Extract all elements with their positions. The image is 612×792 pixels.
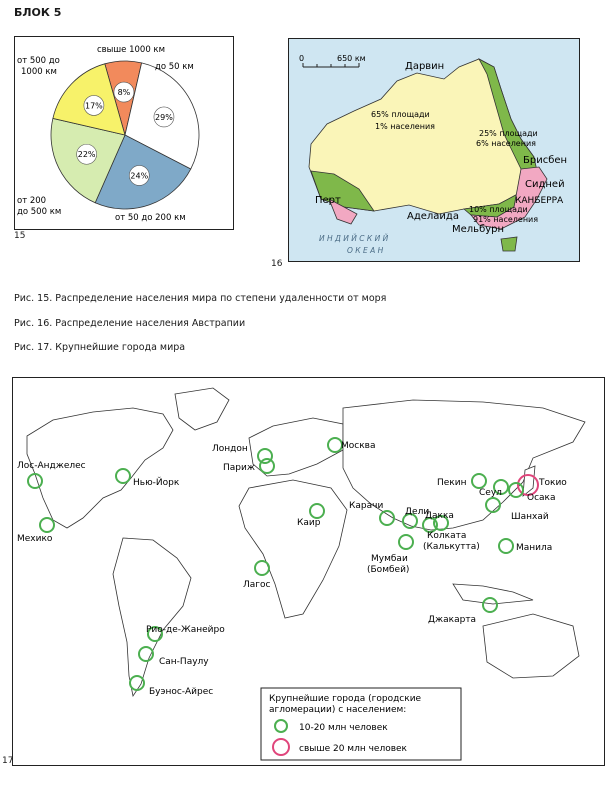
city-marker-mumbai xyxy=(399,535,413,549)
city-label-cairo: Каир xyxy=(297,518,321,528)
city-brisbane: Брисбен xyxy=(523,155,568,166)
city-label-london: Лондон xyxy=(212,444,248,454)
city-label-rio: Рио-де-Жанейро xyxy=(146,625,225,635)
city-label-delhi: Дели xyxy=(405,507,430,517)
caption-fig17: Рис. 17. Крупнейшие города мира xyxy=(14,342,186,353)
pie-value-label-1: 24% xyxy=(130,171,149,181)
city-label-mumbai_l2: (Бомбей) xyxy=(367,565,410,575)
city-label-paris: Париж xyxy=(223,463,255,473)
pie-value-label-2: 22% xyxy=(77,150,96,160)
legend xyxy=(261,688,461,760)
pie-label-500-1000-l2: 1000 км xyxy=(21,67,57,77)
ocean-label-line2: О К Е А Н xyxy=(347,246,384,255)
fig15-pie-chart xyxy=(15,37,233,229)
city-label-ba: Буэнос-Айрес xyxy=(149,687,214,697)
zone3-line1: 10% площади xyxy=(469,205,528,214)
city-label-lagos: Лагос xyxy=(243,580,271,590)
australia-map xyxy=(289,39,579,261)
pie-value-label-0: 29% xyxy=(155,112,173,122)
zone3-line2: 91% населения xyxy=(473,215,539,224)
africa xyxy=(239,480,347,618)
scale-zero: 0 xyxy=(299,54,305,63)
greenland xyxy=(175,388,229,430)
ocean-label-line1: И Н Д И Й С К И Й xyxy=(319,234,389,243)
city-marker-mexico xyxy=(40,518,54,532)
city-marker-lagos xyxy=(255,561,269,575)
caption-fig16: Рис. 16. Распределение населения Австрапии xyxy=(14,318,246,329)
city-canberra: КАНБЕРРА xyxy=(515,196,564,206)
map-scale xyxy=(299,54,366,67)
zone2-line1: 25% площади xyxy=(479,129,538,138)
city-label-tokyo: Токио xyxy=(539,478,567,488)
tasmania xyxy=(501,237,517,251)
city-label-beijing: Пекин xyxy=(437,478,467,488)
pie-value-label-4: 8% xyxy=(117,88,131,98)
fig16-frame xyxy=(288,38,580,262)
pie-label-200-500-l2: до 500 км xyxy=(17,207,62,217)
indonesia xyxy=(453,584,533,604)
caption-fig15: Рис. 15. Распределение населения мира по степени удаленности от моря xyxy=(14,293,387,304)
world-map xyxy=(13,378,604,765)
city-label-mexico: Мехико xyxy=(17,534,53,544)
japan xyxy=(523,466,535,496)
fig15-number: 15 xyxy=(14,231,26,241)
pie-label-200-500-l1: от 200 xyxy=(17,196,47,206)
zone2-line2: 6% населения xyxy=(476,139,536,148)
city-label-shanghai: Шанхай xyxy=(511,512,549,522)
pie-value-label-3: 17% xyxy=(85,101,103,111)
pie-label-to50: до 50 км xyxy=(155,62,194,72)
city-label-jakarta: Джакарта xyxy=(428,615,477,625)
zone1-line1: 65% площади xyxy=(371,110,430,119)
legend-title-line2: агломерации) с населением: xyxy=(269,705,407,715)
fig17-number: 17 xyxy=(2,756,14,766)
block-title: БЛОК 5 xyxy=(14,6,62,19)
scale-label: 650 км xyxy=(337,54,366,63)
fig17-frame xyxy=(12,377,605,766)
city-label-mumbai: Мумбаи xyxy=(371,554,408,564)
legend-title-line1: Крупнейшие города (городские xyxy=(269,694,422,704)
australia xyxy=(483,614,579,678)
city-label-karachi: Карачи xyxy=(349,501,384,511)
city-label-dhaka: Дакка xyxy=(425,511,454,521)
city-label-seoul: Сеул xyxy=(479,488,502,498)
city-label-kolkata_l2: (Калькутта) xyxy=(423,542,480,552)
fig15-frame xyxy=(14,36,234,230)
city-label-moscow: Москва xyxy=(341,441,376,451)
zone1-line2: 1% населения xyxy=(375,122,435,131)
legend-item1: 10-20 млн человек xyxy=(299,723,388,733)
legend-item2: свыше 20 млн человек xyxy=(299,744,407,754)
city-melbourne: Мельбурн xyxy=(452,224,505,235)
city-label-osaka: Осака xyxy=(527,493,556,503)
city-perth: Перт xyxy=(315,195,341,206)
city-label-saopaulo: Сан-Паулу xyxy=(159,657,209,667)
city-label-kolkata: Колката xyxy=(427,531,467,541)
city-label-la: Лос-Анджелес xyxy=(17,461,86,471)
pie-label-500-1000-l1: от 500 до xyxy=(17,56,60,66)
city-label-ny: Нью-Йорк xyxy=(133,478,180,488)
city-adelaide: Аделаида xyxy=(407,211,459,222)
city-marker-manila xyxy=(499,539,513,553)
city-label-manila: Манила xyxy=(516,543,553,553)
pie-label-over1000: свыше 1000 км xyxy=(97,45,165,55)
city-sydney: Сидней xyxy=(525,179,565,190)
city-darwin: Дарвин xyxy=(405,61,445,72)
south-america xyxy=(113,538,191,696)
pie-label-50-200: от 50 до 200 км xyxy=(115,213,186,223)
fig16-number: 16 xyxy=(271,259,283,269)
